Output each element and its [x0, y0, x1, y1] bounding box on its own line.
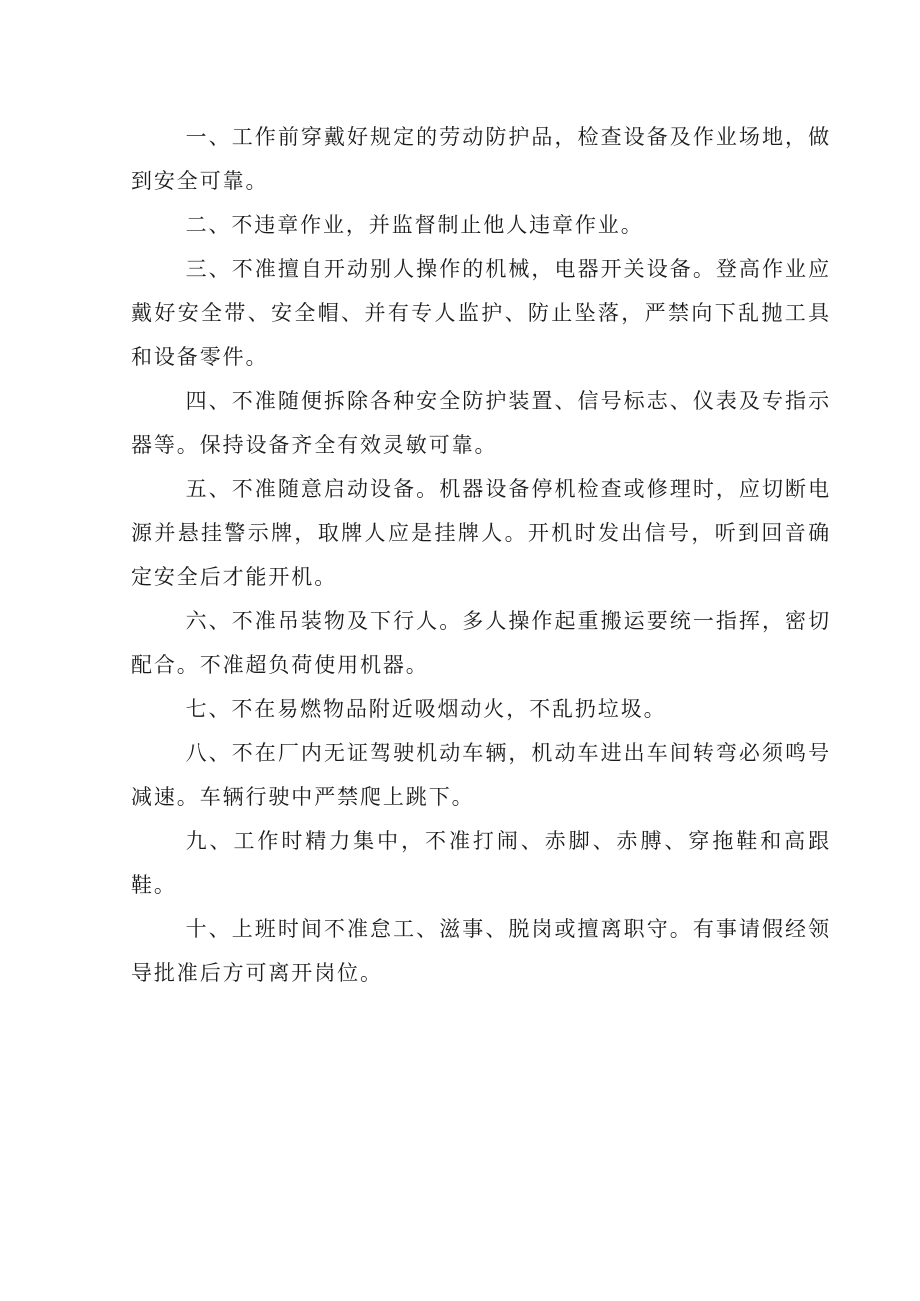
rule-9: 九、工作时精力集中，不准打闹、赤脚、赤膊、穿拖鞋和高跟鞋。	[131, 829, 831, 897]
rule-3: 三、不准擅自开动别人操作的机械，电器开关设备。登高作业应戴好安全带、安全帽、并有专人监护、防止坠落，严禁向下乱抛工具和设备零件。	[131, 257, 831, 369]
rule-2: 二、不违章作业，并监督制止他人违章作业。	[185, 213, 644, 237]
rule-1: 一、工作前穿戴好规定的劳动防护品，检查设备及作业场地，做到安全可靠。	[131, 125, 831, 193]
rule-5: 五、不准随意启动设备。机器设备停机检查或修理时，应切断电源并悬挂警示牌，取牌人应是挂牌人。开机时发出信号，听到回音确定安全后才能开机。	[131, 477, 831, 589]
rule-7: 七、不在易燃物品附近吸烟动火，不乱扔垃圾。	[185, 697, 667, 721]
document-body	[131, 115, 831, 995]
rule-4: 四、不准随便拆除各种安全防护装置、信号标志、仪表及专指示器等。保持设备齐全有效灵敏可靠。	[131, 389, 831, 457]
rule-8: 八、不在厂内无证驾驶机动车辆，机动车进出车间转弯必须鸣号减速。车辆行驶中严禁爬上跳下。	[131, 741, 831, 809]
rule-6: 六、不准吊装物及下行人。多人操作起重搬运要统一指挥，密切配合。不准超负荷使用机器。	[131, 609, 831, 677]
rule-10: 十、上班时间不准怠工、滋事、脱岗或擅离职守。有事请假经领导批准后方可离开岗位。	[131, 917, 831, 985]
